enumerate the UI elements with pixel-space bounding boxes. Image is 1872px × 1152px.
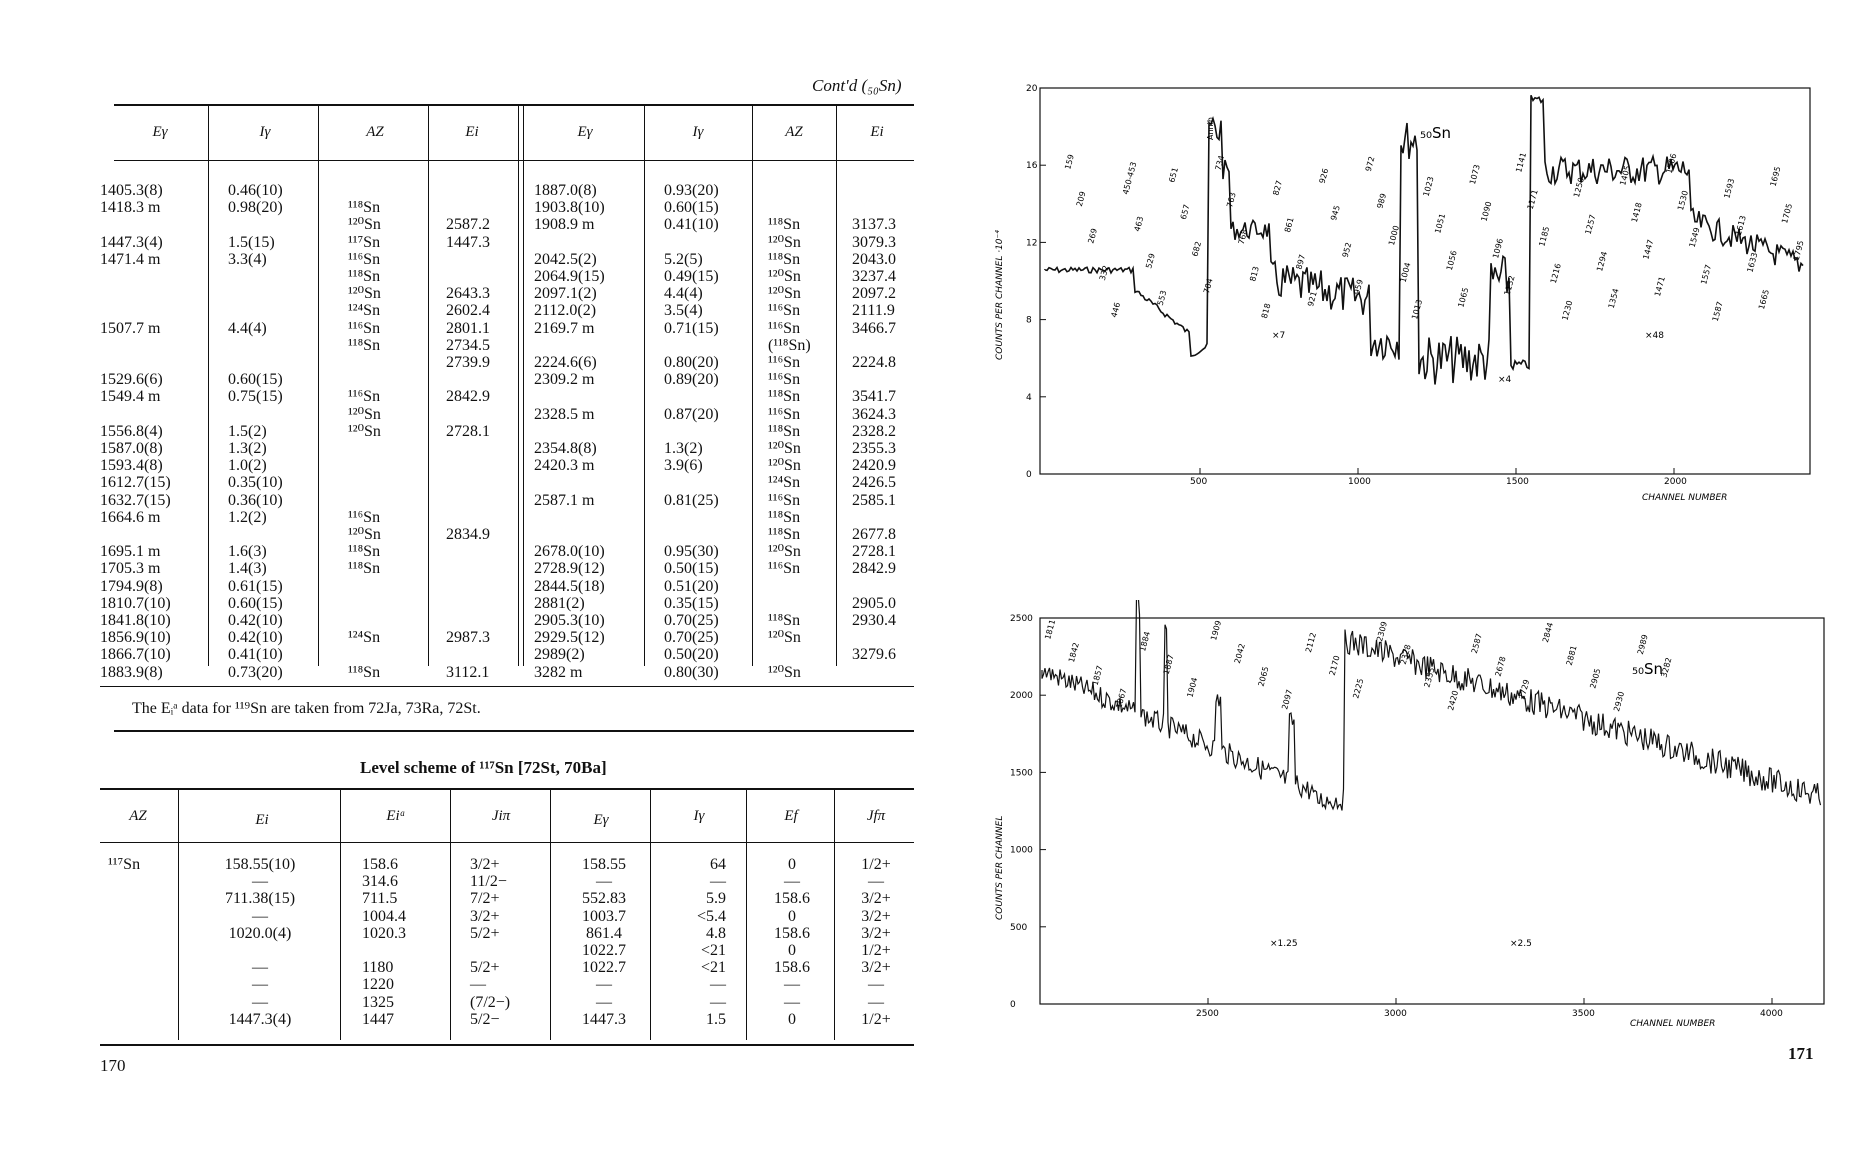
t1-header-ei: Ei [465,124,479,140]
peak-label: 1004 [1398,261,1413,284]
table1-col-divider [428,106,429,666]
svg-text:CHANNEL NUMBER: CHANNEL NUMBER [1642,493,1728,503]
peak-label: 972 [1363,155,1377,173]
peak-label: 1171 [1525,188,1540,211]
y-tick-label: 500 [1010,922,1028,933]
y-tick-label: 16 [1026,161,1038,172]
peak-label: 1257 [1583,213,1598,236]
peak-label: 861 [1282,216,1296,234]
table1-note: The Eᵢᵃ data for ¹¹⁹Sn are taken from 72Ja, 73Ra, 72St. [132,700,481,717]
peak-label: 734 [1213,154,1227,172]
peak-label: 1051 [1433,212,1448,235]
peak-label: 2065 [1256,665,1271,688]
peak-label: 2729 [1517,678,1532,701]
peak-label: 1294 [1595,250,1610,273]
table1-col-divider [836,106,837,666]
peak-label: 332 [1097,264,1111,282]
continued-label: Cont'd (₅₀Sn) [812,76,902,95]
table1-col-divider [208,106,209,666]
t1-header-ei2: Ei [870,124,884,140]
peak-label: 1705 [1780,202,1795,225]
peak-label: 2905 [1588,667,1603,690]
peak-label: 2844 [1541,621,1555,644]
table1-center-divider [518,106,524,666]
svg-text:₅₀Sn: ₅₀Sn [1632,660,1664,678]
peak-label: 1587 [1710,300,1725,323]
peak-label: 159 [1063,153,1076,171]
peak-label: 2678 [1493,655,1508,678]
peak-label: 763 [1225,191,1238,209]
peak-label: 2042 [1232,642,1247,665]
spectrum-plot-1 [990,80,1820,510]
t1-header-egamma: Eγ [152,124,168,140]
svg-text:COUNTS PER CHANNEL: COUNTS PER CHANNEL [995,815,1005,920]
t1-header-igamma: Iγ [259,124,271,140]
table2-col-divider [178,790,179,1040]
table2-col-divider [746,790,747,1040]
peak-label: 1613 [1733,214,1748,237]
x-tick-label: 500 [1190,477,1208,487]
t2-col-ef: 0 — 158.6 0 158.6 0 158.6 — — 0 [774,856,810,1028]
peak-label: 2309 [1375,620,1390,643]
t2-header-ei: Ei [255,812,269,828]
peak-label: 989 [1375,192,1389,210]
peak-label: 704 [1201,277,1215,295]
peak-label: 1216 [1548,262,1563,285]
t2-header-ig: Iγ [693,808,705,824]
peak-label: 1530 [1676,189,1691,212]
peak-label: 1795 [1791,239,1806,262]
peak-label: 813 [1248,265,1261,283]
table2-title: Level scheme of ¹¹⁷Sn [72St, 70Ba] [360,758,607,777]
spectrum-trace-2 [1042,600,1821,811]
t2-header-az: AZ [129,808,147,824]
x-tick-label: 2500 [1196,1009,1219,1019]
y-tick-label: 20 [1026,84,1038,94]
peak-label: 2881 [1564,644,1579,667]
t1-header-egamma2: Eγ [577,124,593,140]
table2-col-divider [450,790,451,1040]
table2-header-rule [100,842,914,843]
table2-col-divider [834,790,835,1040]
peak-label: 209 [1074,190,1088,208]
peak-label: 446 [1109,301,1123,319]
scale-factor-label: ×7 [1272,331,1286,341]
scale-factor-label: ×1.25 [1270,939,1298,949]
peak-label: 1471 [1652,275,1667,298]
peak-label: 2355 [1422,666,1437,689]
x-tick-label: 1500 [1506,477,1529,487]
peak-label: 1695 [1768,165,1783,188]
peak-label: 1447 [1641,238,1656,261]
t1-col-ei2: 3137.3 3079.3 2043.0 3237.4 2097.2 2111.9 3466.7 2224.8 3541.7 3624.3 2328.2 2355.3 2420.9 2426.5 2585.1 2677.8 2728.1 2842.9 2905.0 2930.4 3279.6 [852,216,896,664]
svg-text:COUNTS PER CHANNEL ·10⁻⁴: COUNTS PER CHANNEL ·10⁻⁴ [995,230,1005,360]
t2-header-ji: Jiπ [491,808,511,824]
table2-top-rule [100,788,914,790]
peak-label: 2112 [1303,631,1318,654]
table2-col-divider [340,790,341,1040]
y-tick-label: 0 [1010,1000,1016,1010]
peak-label: 682 [1190,240,1204,258]
y-tick-label: 1500 [1010,768,1033,779]
peak-label: 1230 [1560,299,1575,322]
spectrum-plot-2 [990,600,1840,1040]
t1-col-egamma: 1405.3(8) 1418.3 m 1447.3(4) 1471.4 m 1507.7 m 1529.6(6) 1549.4 m 1556.8(4) 1587.0(8) 1593.4(8) 1612.7(15) 1632.7(15) 1664.6 m 1695.1 m 1705.3 m 1794.9(8) 1810.7(10) 1841.8(10) 1856.9(10) 1866.7(10) 1883.9(8) [100,182,171,681]
t1-col-egamma2: 1887.0(8) 1903.8(10) 1908.9 m 2042.5(2) 2064.9(15) 2097.1(2) 2112.0(2) 2169.7 m 2224.6(6) 2309.2 m 2328.5 m 2354.8(8) 2420.3 m 2587.1 m 2678.0(10) 2728.9(12) 2844.5(18) 2881(2) 2905.3(10) 2929.5(12) 2989(2) 3282 m [534,182,605,681]
peak-label: 1096 [1491,237,1506,260]
peak-label: 529 [1144,252,1157,270]
t2-col-ei: 158.55(10) — 711.38(15) — 1020.0(4) — — — 1447.3(4) [224,856,296,1028]
table1-col-divider [318,106,319,666]
peak-label: 1185 [1537,225,1552,248]
svg-text:Annih: Annih [1206,117,1215,140]
t1-col-igamma: 0.46(10) 0.98(20) 1.5(15) 3.3(4) 4.4(4) 0.60(15) 0.75(15) 1.5(2) 1.3(2) 1.0(2) 0.35(10) 0.36(10) 1.2(2) 1.6(3) 1.4(3) 0.61(15) 0.60(15) 0.42(10) 0.42(10) 0.41(10) 0.73(20) [228,182,283,681]
t2-header-eg: Eγ [593,812,609,828]
peak-label: 1665 [1756,288,1771,311]
peak-label: 463 [1132,215,1146,233]
peak-label: 1593 [1722,177,1737,200]
t1-header-az2: AZ [785,124,803,140]
peak-label: 1023 [1421,175,1436,198]
peak-label: 1887 [1161,653,1176,676]
x-tick-label: 3500 [1572,1009,1595,1019]
peak-label: 1090 [1479,200,1494,223]
t2-col-eg: 158.55 — 552.83 1003.7 861.4 1022.7 1022.7 — — 1447.3 [582,856,626,1028]
t1-col-igamma2: 0.93(20) 0.60(15) 0.41(10) 5.2(5) 0.49(15) 4.4(4) 3.5(4) 0.71(15) 0.80(20) 0.89(20) 0.87(20) 1.3(2) 3.9(6) 0.81(25) 0.95(30) 0.50(15) 0.51(20) 0.35(15) 0.70(25) 0.70(25) 0.50(20) 0.80(30) [664,182,719,681]
x-tick-label: 3000 [1384,1009,1407,1019]
peak-label: 1132 [1502,274,1517,297]
y-tick-label: 2000 [1010,691,1033,702]
t1-col-az2: ¹¹⁸Sn ¹²⁰Sn ¹¹⁸Sn ¹²⁰Sn ¹²⁰Sn ¹¹⁶Sn ¹¹⁶Sn (¹¹⁸Sn) ¹¹⁶Sn ¹¹⁶Sn ¹¹⁸Sn ¹¹⁶Sn ¹¹⁸Sn ¹²⁰Sn ¹²⁰Sn ¹²⁴Sn ¹¹⁶Sn ¹¹⁸Sn ¹¹⁸Sn ¹²⁰Sn ¹¹⁶Sn ¹¹⁸Sn ¹²⁰Sn ¹²⁰Sn [768,216,811,681]
peak-label: 1842 [1066,641,1081,664]
table1-bottom-rule [100,686,914,687]
t1-header-az: AZ [366,124,384,140]
peak-label: 1857 [1090,664,1105,687]
page-number-right: 171 [1788,1044,1814,1063]
t2-col-ji: 3/2+ 11/2− 7/2+ 3/2+ 5/2+ 5/2+ — (7/2−) 5/2− [470,856,511,1028]
table1-col-divider [644,106,645,666]
x-tick-label: 2000 [1664,477,1687,487]
peak-label: 818 [1259,302,1273,320]
table1-top-rule [114,104,914,106]
peak-label: 1909 [1209,619,1224,642]
t1-col-az: ¹¹⁸Sn ¹²⁰Sn ¹¹⁷Sn ¹¹⁶Sn ¹¹⁸Sn ¹²⁰Sn ¹²⁴Sn ¹¹⁶Sn ¹¹⁸Sn ¹¹⁶Sn ¹²⁰Sn ¹²⁰Sn ¹¹⁶Sn ¹²⁰Sn ¹¹⁸Sn ¹¹⁸Sn ¹²⁴Sn ¹¹⁸Sn [348,199,381,681]
peak-label: 1354 [1606,287,1621,310]
peak-label: 1633 [1745,251,1760,274]
table2-bottom-rule [100,1044,914,1046]
peak-label: 1506 [1664,152,1679,175]
x-tick-label: 4000 [1760,1009,1783,1019]
table1-col-divider [752,106,753,666]
peak-label: 1867 [1114,687,1129,710]
peak-label: 768 [1236,228,1250,246]
table1-header-rule [114,160,914,161]
peak-label: 1065 [1456,286,1471,309]
table1-end-rule [114,730,914,732]
peak-label: 2930 [1612,690,1627,713]
scale-factor-label: ×2.5 [1510,939,1532,949]
peak-label: 450-453 [1121,160,1139,196]
page-number-left: 170 [100,1056,126,1075]
peak-label: 1250 [1571,176,1586,199]
svg-text:CHANNEL NUMBER: CHANNEL NUMBER [1630,1019,1716,1029]
peak-label: 2225 [1351,677,1366,700]
table2-col-divider [650,790,651,1040]
peak-label: 1056 [1444,249,1459,272]
scale-factor-label: ×4 [1498,375,1512,385]
peak-label: 827 [1271,179,1285,197]
peak-label: 1141 [1514,151,1529,174]
t2-header-eia: Eiᵃ [386,808,406,824]
t1-col-ei: 2587.2 1447.3 2643.3 2602.4 2801.1 2734.5 2739.9 2842.9 2728.1 2834.9 2987.3 3112.1 [446,216,490,681]
peak-label: 1557 [1699,263,1714,286]
t2-col-eia: 158.6 314.6 711.5 1004.4 1020.3 1180 1220 1325 1447 [362,856,406,1028]
peak-label: 1073 [1467,163,1482,186]
peak-label: 1904 [1185,676,1200,699]
peak-label: 2420 [1446,689,1461,712]
peak-label: 1418 [1629,201,1644,224]
peak-label: 897 [1294,253,1308,271]
peak-label: 2587 [1469,632,1484,655]
y-tick-label: 1000 [1010,845,1033,856]
table2-col-divider [550,790,551,1040]
t2-col-jf: 1/2+ — 3/2+ 3/2+ 3/2+ 1/2+ 3/2+ — — 1/2+ [861,856,891,1028]
peak-label: 952 [1340,241,1354,259]
t2-col-az: ¹¹⁷Sn [108,856,141,873]
y-tick-label: 8 [1026,315,1032,326]
svg-text:₅₀Sn: ₅₀Sn [1420,124,1452,142]
peak-label: 657 [1178,203,1192,221]
peak-label: 2170 [1327,654,1342,677]
y-tick-label: 4 [1026,392,1032,403]
peak-label: 1013 [1410,298,1425,321]
t2-header-jf: Jfπ [866,808,886,824]
peak-label: 921 [1306,290,1319,308]
t2-col-ig: 64 — 5.9 <5.4 4.8 <21 <21 — — 1.5 [696,856,726,1028]
peak-label: 1549 [1687,226,1702,249]
y-tick-label: 12 [1026,238,1038,249]
peak-label: 2328 [1398,643,1413,666]
peak-label: 1000 [1386,224,1401,247]
peak-label: 269 [1086,227,1100,245]
peak-label: 2097 [1280,688,1295,711]
y-tick-label: 0 [1026,470,1032,480]
y-tick-label: 2500 [1010,614,1033,624]
peak-label: 945 [1329,204,1342,222]
peak-label: 2989 [1635,633,1650,656]
peak-label: 1811 [1043,618,1058,641]
t2-header-ef: Ef [784,808,798,824]
x-tick-label: 1000 [1348,477,1371,487]
peak-label: 3282 [1659,656,1674,679]
t1-header-igamma2: Iγ [692,124,704,140]
peak-label: 1405 [1618,164,1633,187]
peak-label: 651 [1167,166,1180,184]
peak-label: 926 [1317,167,1331,185]
scale-factor-label: ×48 [1645,331,1664,341]
peak-label: 1884 [1138,630,1153,653]
peak-label: 553 [1155,289,1169,307]
peak-label: 959 [1352,278,1365,296]
